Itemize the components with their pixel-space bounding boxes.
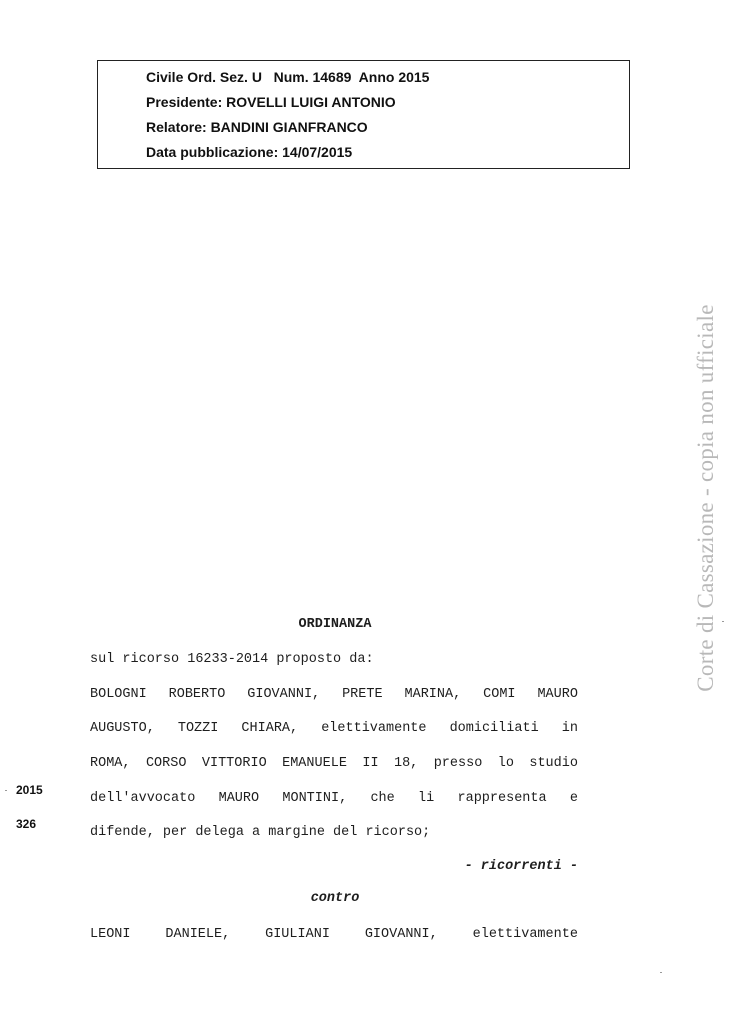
word: domiciliati	[449, 721, 539, 736]
margin-year: 2015	[16, 783, 43, 797]
margin-number: 326	[16, 817, 37, 831]
word: che	[370, 791, 395, 806]
word: EMANUELE	[282, 756, 347, 771]
header-section-line: Civile Ord. Sez. U Num. 14689 Anno 2015	[146, 69, 430, 85]
watermark: Corte di Cassazione - copia non ufficiale	[693, 304, 718, 692]
word: presso	[433, 756, 483, 771]
word: PRETE	[342, 687, 383, 702]
word: COMI	[483, 687, 516, 702]
word: li	[418, 791, 435, 806]
word: CORSO	[145, 756, 187, 771]
header-date-line: Data pubblicazione: 14/07/2015	[146, 144, 353, 160]
contro-label: contro	[310, 891, 360, 906]
document-title: ORDINANZA	[298, 617, 372, 632]
word: ROMA,	[90, 756, 131, 771]
header-president-line: Presidente: ROVELLI LUIGI ANTONIO	[146, 94, 396, 110]
word: in	[561, 721, 578, 736]
parties-line-6	[90, 927, 578, 942]
word: CHIARA,	[241, 721, 299, 736]
word: II	[362, 756, 379, 771]
word: GIOVANNI,	[247, 687, 321, 702]
word: AUGUSTO,	[90, 721, 155, 736]
word: MONTINI,	[282, 791, 348, 806]
parties-line-5: difende, per delega a margine del ricorso;	[90, 825, 431, 840]
word: studio	[529, 756, 578, 771]
scan-speck	[660, 972, 662, 973]
scan-speck	[5, 790, 7, 791]
parties-line-1	[90, 687, 578, 702]
word: rappresenta	[457, 791, 547, 806]
word: MAURO	[218, 791, 260, 806]
word: lo	[497, 756, 514, 771]
scan-speck	[722, 621, 724, 622]
word: VITTORIO	[201, 756, 267, 771]
parties-line-3	[90, 756, 578, 771]
word: DANIELE,	[165, 927, 231, 942]
word: 18,	[393, 756, 419, 771]
word: elettivamente	[321, 721, 427, 736]
parties-line-4	[90, 791, 578, 806]
word: MAURO	[537, 687, 578, 702]
word: dell'avvocato	[90, 791, 196, 806]
header-box	[97, 60, 630, 169]
word: BOLOGNI	[90, 687, 147, 702]
word: GIOVANNI,	[364, 927, 438, 942]
parties-line-2	[90, 721, 578, 736]
ricorrenti-label: - ricorrenti -	[464, 859, 578, 874]
header-relatore-line: Relatore: BANDINI GIANFRANCO	[146, 119, 368, 135]
word: ROBERTO	[168, 687, 226, 702]
word: GIULIANI	[265, 927, 330, 942]
word: elettivamente	[472, 927, 578, 942]
word: LEONI	[90, 927, 131, 942]
word: TOZZI	[177, 721, 219, 736]
word: e	[569, 791, 578, 806]
ricorso-line: sul ricorso 16233-2014 proposto da:	[90, 652, 374, 667]
word: MARINA,	[404, 687, 462, 702]
